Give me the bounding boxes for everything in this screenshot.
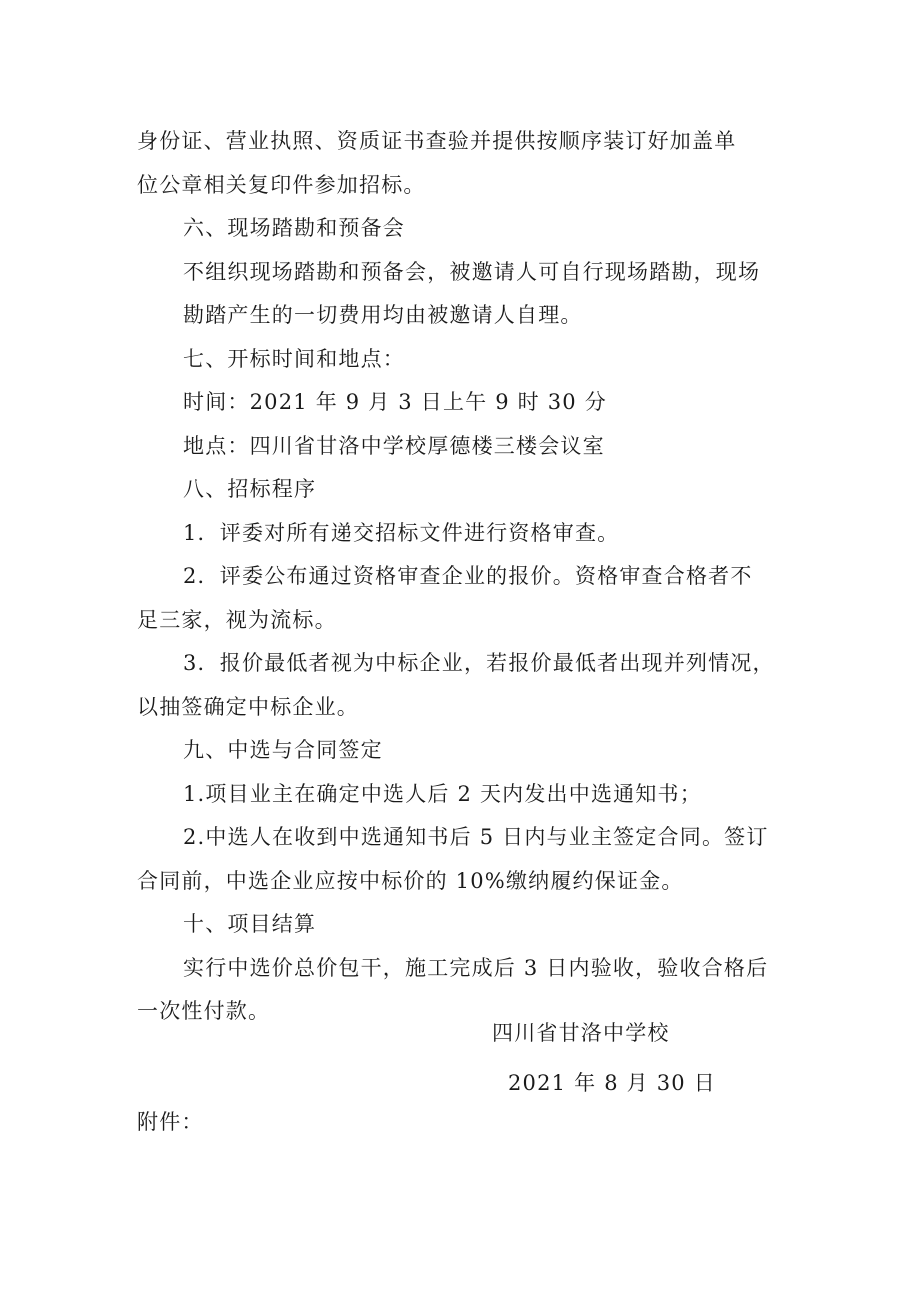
document-body [137, 120, 785, 1034]
section-heading-6: 六、现场踏勘和预备会 [183, 216, 405, 240]
text-line: 合同前，中选企业应按中标价的 10%缴纳履约保证金。 [137, 868, 684, 893]
procedure-item-3 [137, 642, 785, 729]
section-heading-7: 七、开标时间和地点： [183, 346, 405, 371]
section-heading-8: 八、招标程序 [183, 477, 317, 501]
text-line: 不组织现场踏勘和预备会，被邀请人可自行现场踏勘，现场 [183, 259, 761, 284]
procedure-item-1: 1．评委对所有递交招标文件进行资格审查。 [183, 520, 620, 545]
text-line: 勘踏产生的一切费用均由被邀请人自理。 [183, 303, 583, 327]
bid-opening-place: 地点：四川省甘洛中学校厚德楼三楼会议室 [183, 433, 605, 458]
text-line: 身份证、营业执照、资质证书查验并提供按顺序装订好加盖单 [137, 129, 737, 153]
text-line: 2．评委公布通过资格审查企业的报价。资格审查合格者不 [183, 564, 753, 588]
text-line: 2.中选人在收到中选通知书后 5 日内与业主签定合同。签订 [183, 825, 769, 849]
text-line: 以抽签确定中标企业。 [137, 694, 359, 719]
paragraph-continuation [137, 120, 785, 207]
paragraph-site-visit [137, 251, 785, 338]
section-heading-9: 九、中选与合同签定 [183, 738, 383, 762]
contract-item-1: 1.项目业主在确定中选人后 2 天内发出中选通知书； [183, 781, 702, 806]
text-line: 位公章相关复印件参加招标。 [137, 172, 426, 197]
contract-item-2 [137, 816, 785, 903]
text-line: 一次性付款。 [137, 999, 271, 1023]
signature-date: 2021 年 8 月 30 日 [508, 1071, 716, 1095]
settlement-paragraph [137, 947, 785, 1034]
attachment-label: 附件： [137, 1110, 204, 1134]
procedure-item-2 [137, 555, 785, 642]
section-heading-10: 十、项目结算 [183, 912, 317, 936]
bid-opening-time: 时间：2021 年 9 月 3 日上午 9 时 30 分 [183, 390, 607, 414]
signature-organization: 四川省甘洛中学校 [492, 1021, 670, 1045]
text-line: 足三家，视为流标。 [137, 607, 337, 632]
text-line: 3．报价最低者视为中标企业，若报价最低者出现并列情况， [183, 651, 775, 675]
text-line: 实行中选价总价包干，施工完成后 3 日内验收，验收合格后 [183, 955, 769, 980]
